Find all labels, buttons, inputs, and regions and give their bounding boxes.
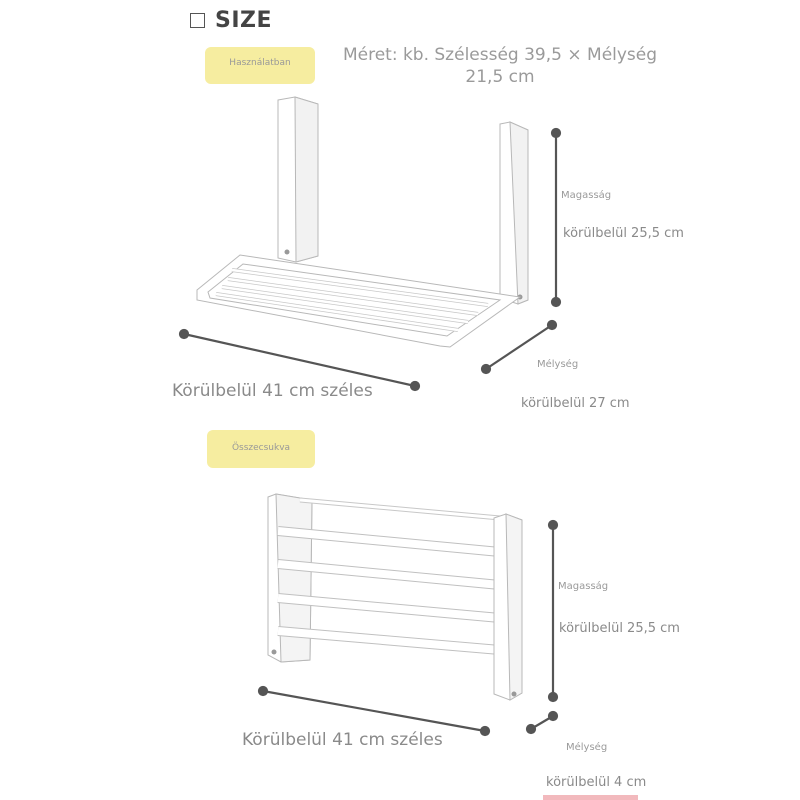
- folded-depth-value: körülbelül 4 cm: [546, 775, 647, 790]
- open-height-value: körülbelül 25,5 cm: [563, 226, 684, 241]
- folded-height-label: Magasság: [558, 581, 609, 592]
- open-width-value: Körülbelül 41 cm széles: [172, 381, 373, 401]
- in-use-tag: Használatban: [205, 47, 315, 84]
- bottom-accent-bar: [543, 795, 638, 800]
- folded-depth-dimension: [527, 712, 557, 733]
- section-title: SIZE: [215, 8, 273, 33]
- open-rack-image: [197, 97, 528, 347]
- folded-depth-label: Mélység: [566, 742, 608, 753]
- folded-width-value: Körülbelül 41 cm széles: [242, 730, 443, 750]
- open-depth-value: körülbelül 27 cm: [521, 396, 630, 411]
- folded-tag: Összecsukva: [207, 430, 315, 468]
- folded-height-value: körülbelül 25,5 cm: [559, 621, 680, 636]
- folded-height-dimension: [549, 521, 557, 701]
- open-height-label: Magasság: [561, 190, 612, 201]
- open-depth-label: Mélység: [537, 359, 579, 370]
- folded-rack-image: [268, 494, 522, 700]
- folded-width-dimension: [259, 687, 489, 735]
- size-note: Méret: kb. Szélesség 39,5 × Mélység 21,5 cm: [342, 45, 658, 87]
- open-height-dimension: [552, 129, 560, 306]
